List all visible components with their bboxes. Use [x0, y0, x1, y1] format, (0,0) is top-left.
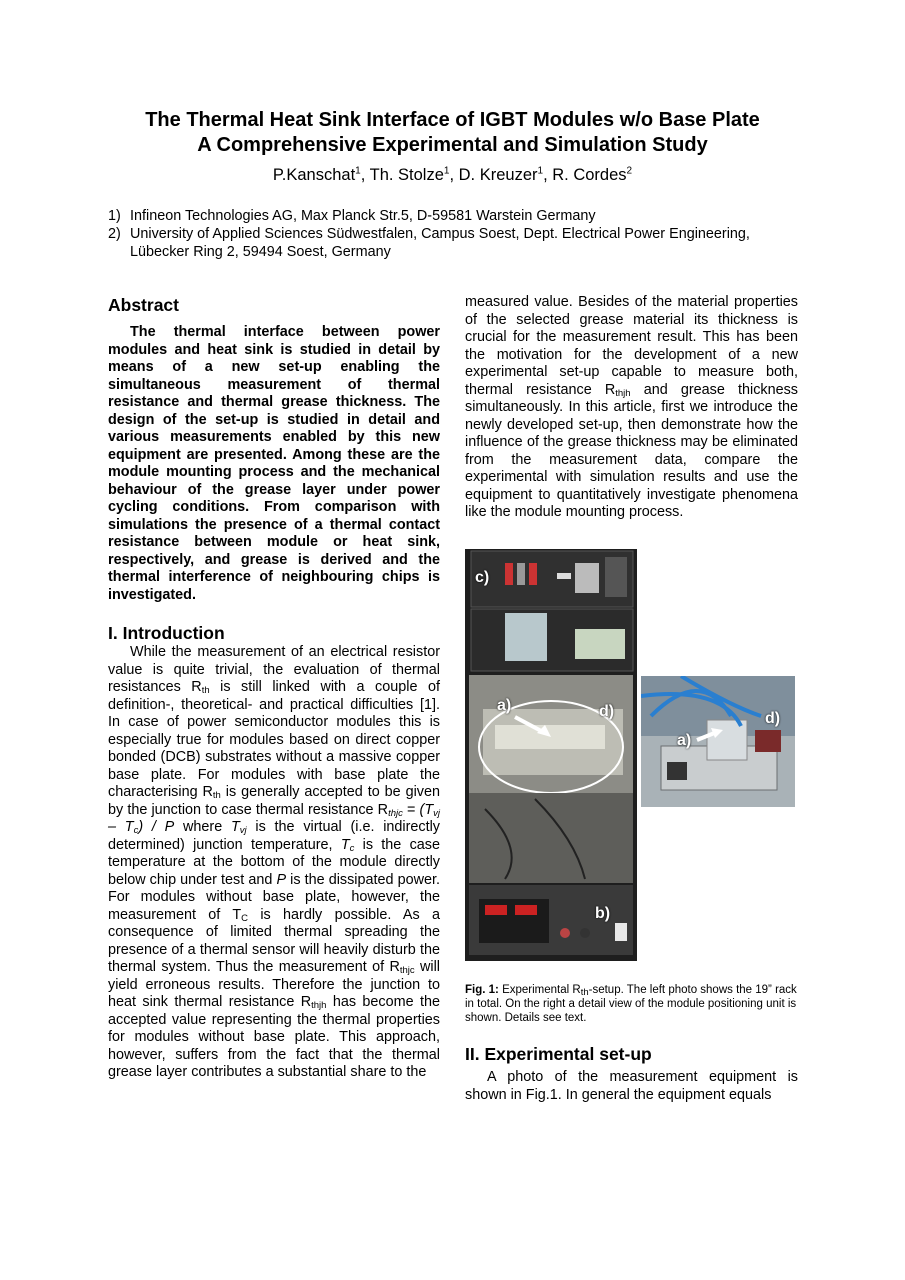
affiliation-2: 2) University of Applied Sciences Südwestfalen, Campus Soest, Dept. Electrical Power Engineering, Lübecker Ring 2, 59494 Soest, Germany	[108, 226, 750, 260]
right-paragraph: measured value. Besides of the material properties of the selected grease material its thickness is crucial for the measurement result. This has been the motivation for the development of a new experimental set-up capable to measure both, thermal resistance $R_{thjh}$ and grease thickness simultaneously. In this article, first we introduce the newly developed set-up, then demonstrate how the influence of the grease thickness may be eliminated from the measurement data, compare the experimental with simulation results and use the equipment to quantitatively investigate phenomena like the module mounting process.	[465, 294, 798, 520]
label-d: d)	[599, 703, 615, 720]
author-3: D. Kreuzer$^1$,	[458, 165, 553, 184]
label-c: c)	[475, 569, 490, 586]
detail-label-d: d)	[765, 710, 781, 727]
rack-photo-illustration	[465, 549, 637, 961]
section-2-heading: II. Experimental set-up	[465, 1044, 652, 1064]
label-a: a)	[497, 697, 512, 714]
right-column-top	[465, 294, 798, 522]
abstract-text: The thermal interface between power modules and heat sink is studied in detail by means of a new set-up enabling the simultaneous measurement of thermal resistance and thermal grease thickness. The design of the set-up is studied in detail and various measurements enabled by this new equipment are presented. Among these are the module mounting process and the mechanical behaviour of the grease layer under power cycling conditions. From comparison with simulations the presence of a thermal contact resistance between module or heat sink, respectively, and grease is derived and the thermal interference of neighbouring chips is investigated.	[108, 324, 440, 603]
section-2-text: A photo of the measurement equipment is shown in Fig.1. In general the equipment equals	[465, 1069, 798, 1103]
label-b: b)	[595, 905, 611, 922]
rack-photo	[465, 549, 637, 961]
caption-label: Fig. 1:	[465, 984, 499, 996]
left-column	[108, 294, 440, 1082]
intro-heading: I. Introduction	[108, 623, 225, 643]
section-2	[465, 1043, 798, 1104]
affiliation-1: 1) Infineon Technologies AG, Max Planck Str.5, D-59581 Warstein Germany	[108, 208, 596, 224]
figure-caption: Fig. 1: Experimental $R_{th}$-setup. The left photo shows the 19” rack in total. On the right a detail view of the module positioning unit is shown. Details see text.	[465, 984, 797, 1024]
intro-paragraph: While the measurement of an electrical resistor value is quite trivial, the evaluation of thermal resistances $R_{th}$ is still linked with a couple of definition-, theoretical- and practical difficulties [1]. In case of power semiconductor modules this is especially true for modules based on direct copper bonded (DCB) substrates without a massive copper base plate. For modules with base plate the characterising $R_{th}$ is generally accepted to be given by the junction to case thermal resistance $R_{thjc} = (T_{vj} - T_c) / P$ where $T_{vj}$ is the virtual (i.e. indirectly determined) junction temperature, $T_c$ is the case temperature at the bottom of the module directly below chip under test and P is the dissipated power. For modules without base plate, however, the measurement of $T_C$ is hardly possible. As a consequence of limited thermal spreading the presence of a thermal sensor will heavily disturb the thermal system. Thus the measurement of $R_{thjc}$ will yield erroneous results. Therefore the junction to heat sink thermal resistance $R_{thjh}$ has become the accepted value representing the thermal properties for modules without base plate. This approach, however, suffers from the fact that the thermal grease layer contributes a substantial share to the	[108, 644, 441, 1080]
detail-label-a: a)	[677, 732, 692, 749]
abstract-heading: Abstract	[108, 295, 179, 315]
paper-title	[90, 108, 815, 158]
author-list	[90, 164, 815, 186]
author-2: Th. Stolze$^1$,	[369, 165, 459, 184]
author-1: P.Kanschat$^1$,	[272, 165, 370, 184]
author-4: R. Cordes$^2$	[552, 165, 633, 184]
affiliations	[108, 207, 808, 261]
figure-1	[465, 549, 798, 964]
title-line-2: A Comprehensive Experimental and Simulation Study	[197, 134, 708, 156]
title-line-1: The Thermal Heat Sink Interface of IGBT Modules w/o Base Plate	[145, 109, 760, 131]
detail-photo-illustration	[641, 676, 795, 807]
detail-photo	[641, 676, 795, 807]
